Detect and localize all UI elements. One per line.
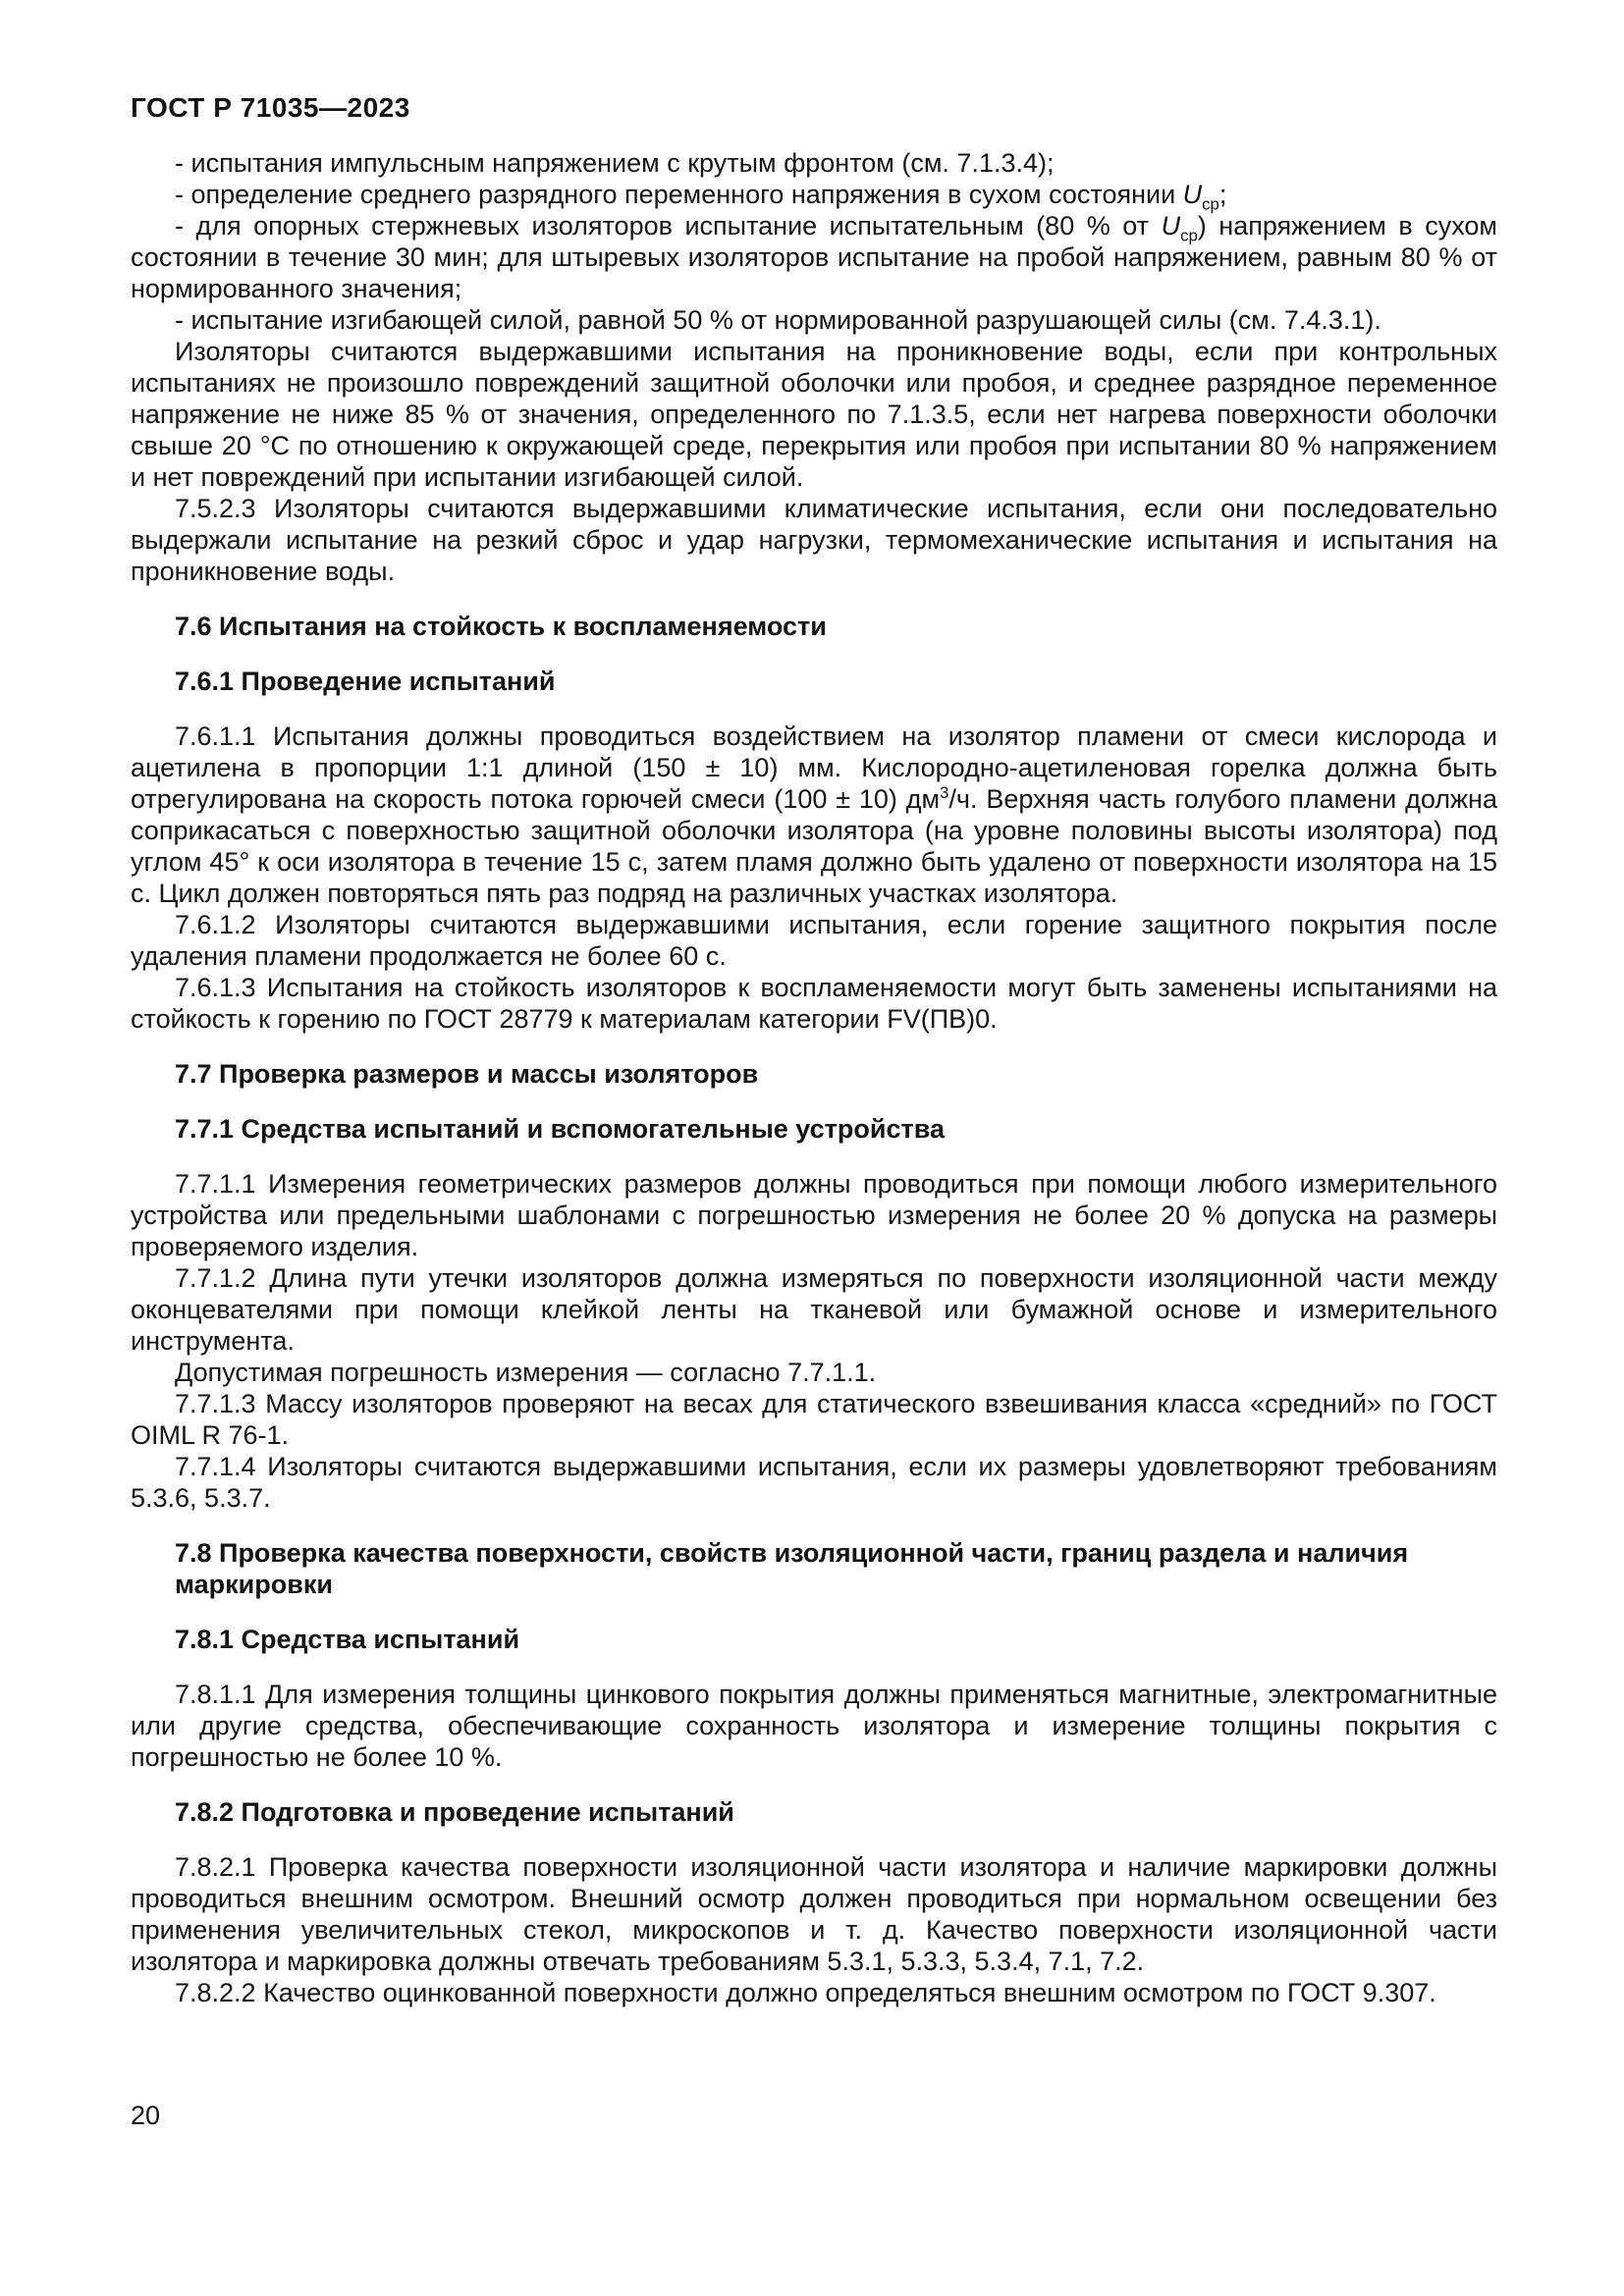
list-item bbox=[131, 179, 1497, 214]
text-run: 7.7.1.1 Измерения геометрических размеров должны проводиться при помощи любого измерительного устройства или предельными шаблонами с погрешностью измерения не более 20 % допуска на размеры проверяемого изделия. bbox=[131, 1169, 1497, 1261]
text-run: - испытание изгибающей силой, равной 50 % от нормированной разрушающей силы (см. 7.4.3.1). bbox=[175, 305, 1381, 335]
list-item bbox=[131, 210, 1497, 304]
paragraph bbox=[131, 1262, 1497, 1357]
paragraph bbox=[131, 1679, 1497, 1773]
text-run: 3 bbox=[940, 783, 949, 802]
text-run: 7.8.1.1 Для измерения толщины цинкового покрытия должны применяться магнитные, электромагнитные или другие средства, обеспечивающие сохранность изолятора и измерение толщины покрытия с погрешностью не более 10 %. bbox=[131, 1680, 1497, 1772]
text-run: 7.7.1 Средства испытаний и вспомогательные устройства bbox=[175, 1114, 945, 1144]
paragraph bbox=[131, 1451, 1497, 1514]
text-run: ) напряжением в сухом состоянии в течение 30 мин; для штыревых изоляторов испытание на пробой напряжением, равным 80 % от нормированного значения; bbox=[131, 211, 1497, 303]
text-run: 7.6.1.1 Испытания должны проводиться воздействием на изолятор пламени от смеси кислорода и ацетилена в пропорции 1:1 длиной (150 ± 10) мм. Кислородно-ацетиленовая горелка должна быть отрегулирована на скорость потока горючей смеси (100 ± 10) дм bbox=[131, 721, 1497, 814]
text-run: ср bbox=[1202, 194, 1219, 214]
paragraph bbox=[131, 972, 1497, 1035]
text-run: 7.7 Проверка размеров и массы изоляторов bbox=[175, 1059, 759, 1089]
paragraph bbox=[131, 1388, 1497, 1451]
page-number: 20 bbox=[131, 2101, 161, 2130]
text-run: - определение среднего разрядного переменного напряжения в сухом состоянии bbox=[175, 180, 1183, 209]
text-run: /ч. Верхняя часть голубого пламени должна соприкасаться с поверхностью защитной оболочки изолятора (на уровне половины высоты изолятора) под углом 45° к оси изолятора в течение 15 с, затем пламя должно быть удалено от поверхности изолятора на 15 с. Цикл должен повторяться пять раз подряд на различных участках изолятора. bbox=[131, 784, 1497, 908]
text-run: 7.6.1 Проведение испытаний bbox=[175, 667, 556, 696]
text-run: 7.8.1 Средства испытаний bbox=[175, 1625, 520, 1654]
section-heading bbox=[175, 666, 1453, 697]
paragraph bbox=[131, 1977, 1497, 2008]
paragraph bbox=[131, 1168, 1497, 1262]
paragraph bbox=[131, 721, 1497, 909]
text-run: 7.8.2.2 Качество оцинкованной поверхности должно определяться внешним осмотром по ГОСТ 9.307. bbox=[175, 1978, 1436, 2007]
list-item bbox=[131, 147, 1497, 179]
text-run: 7.5.2.3 Изоляторы считаются выдержавшими климатические испытания, если они последовательно выдержали испытание на резкий сброс и удар нагрузки, термомеханические испытания и испытания на проникновение воды. bbox=[131, 494, 1497, 586]
text-run: 7.6.1.2 Изоляторы считаются выдержавшими испытания, если горение защитного покрытия после удаления пламени продолжается не более 60 с. bbox=[131, 910, 1497, 971]
section-heading bbox=[175, 1113, 1453, 1145]
paragraph bbox=[131, 336, 1497, 493]
text-run: 7.8 Проверка качества поверхности, свойств изоляционной части, границ раздела и наличия маркировки bbox=[175, 1538, 1409, 1599]
section-heading bbox=[175, 611, 1453, 642]
paragraph bbox=[131, 1357, 1497, 1388]
text-run: ; bbox=[1218, 180, 1227, 209]
document-body bbox=[131, 147, 1497, 2008]
section-heading bbox=[175, 1624, 1453, 1655]
paragraph bbox=[131, 493, 1497, 587]
text-run: 7.6.1.3 Испытания на стойкость изоляторов к воспламеняемости могут быть заменены испытаниями на стойкость к горению по ГОСТ 28779 к материалам категории FV(ПВ)0. bbox=[131, 973, 1497, 1034]
text-run: U bbox=[1182, 180, 1203, 209]
section-heading bbox=[175, 1058, 1453, 1090]
text-run: - для опорных стержневых изоляторов испытание испытательным (80 % от bbox=[175, 211, 1162, 240]
text-run: 7.8.2 Подготовка и проведение испытаний bbox=[175, 1797, 734, 1827]
text-run: ср bbox=[1180, 226, 1198, 245]
text-run: U bbox=[1161, 211, 1181, 240]
text-run: 7.7.1.2 Длина пути утечки изоляторов должна измеряться по поверхности изоляционной части между оконцевателями при помощи клейкой ленты на тканевой или бумажной основе и измерительного инструмента. bbox=[131, 1263, 1497, 1356]
paragraph bbox=[131, 1851, 1497, 1977]
text-run: 7.8.2.1 Проверка качества поверхности изоляционной части изолятора и наличие маркировки должны проводиться внешним осмотром. Внешний осмотр должен проводиться при нормальном освещении без применения увеличительных стекол, микроскопов и т. д. Качество поверхности изоляционной части изолятора и маркировка должны отвечать требованиям 5.3.1, 5.3.3, 5.3.4, 7.1, 7.2. bbox=[131, 1852, 1497, 1976]
text-run: 7.7.1.4 Изоляторы считаются выдержавшими испытания, если их размеры удовлетворяют требованиям 5.3.6, 5.3.7. bbox=[131, 1452, 1497, 1513]
text-run: 7.7.1.3 Массу изоляторов проверяют на весах для статического взвешивания класса «средний» по ГОСТ OIML R 76-1. bbox=[131, 1389, 1497, 1450]
list-item bbox=[131, 304, 1497, 336]
section-heading bbox=[175, 1537, 1453, 1600]
text-run: 7.6 Испытания на стойкость к воспламеняемости bbox=[175, 612, 827, 641]
text-run: - испытания импульсным напряжением с крутым фронтом (см. 7.1.3.4); bbox=[175, 148, 1055, 178]
text-run: Изоляторы считаются выдержавшими испытания на проникновение воды, если при контрольных испытаниях не произошло повреждений защитной оболочки или пробоя, и среднее разрядное переменное напряжение не ниже 85 % от значения, определенного по 7.1.3.5, если нет нагрева поверхности оболочки свыше 20 °С по отношению к окружающей среде, перекрытия или пробоя при испытании 80 % напряжением и нет повреждений при испытании изгибающей силой. bbox=[131, 337, 1497, 492]
paragraph bbox=[131, 909, 1497, 972]
section-heading bbox=[175, 1796, 1453, 1828]
running-header: ГОСТ Р 71035—2023 bbox=[131, 92, 410, 123]
text-run: Допустимая погрешность измерения — согласно 7.7.1.1. bbox=[175, 1358, 877, 1387]
